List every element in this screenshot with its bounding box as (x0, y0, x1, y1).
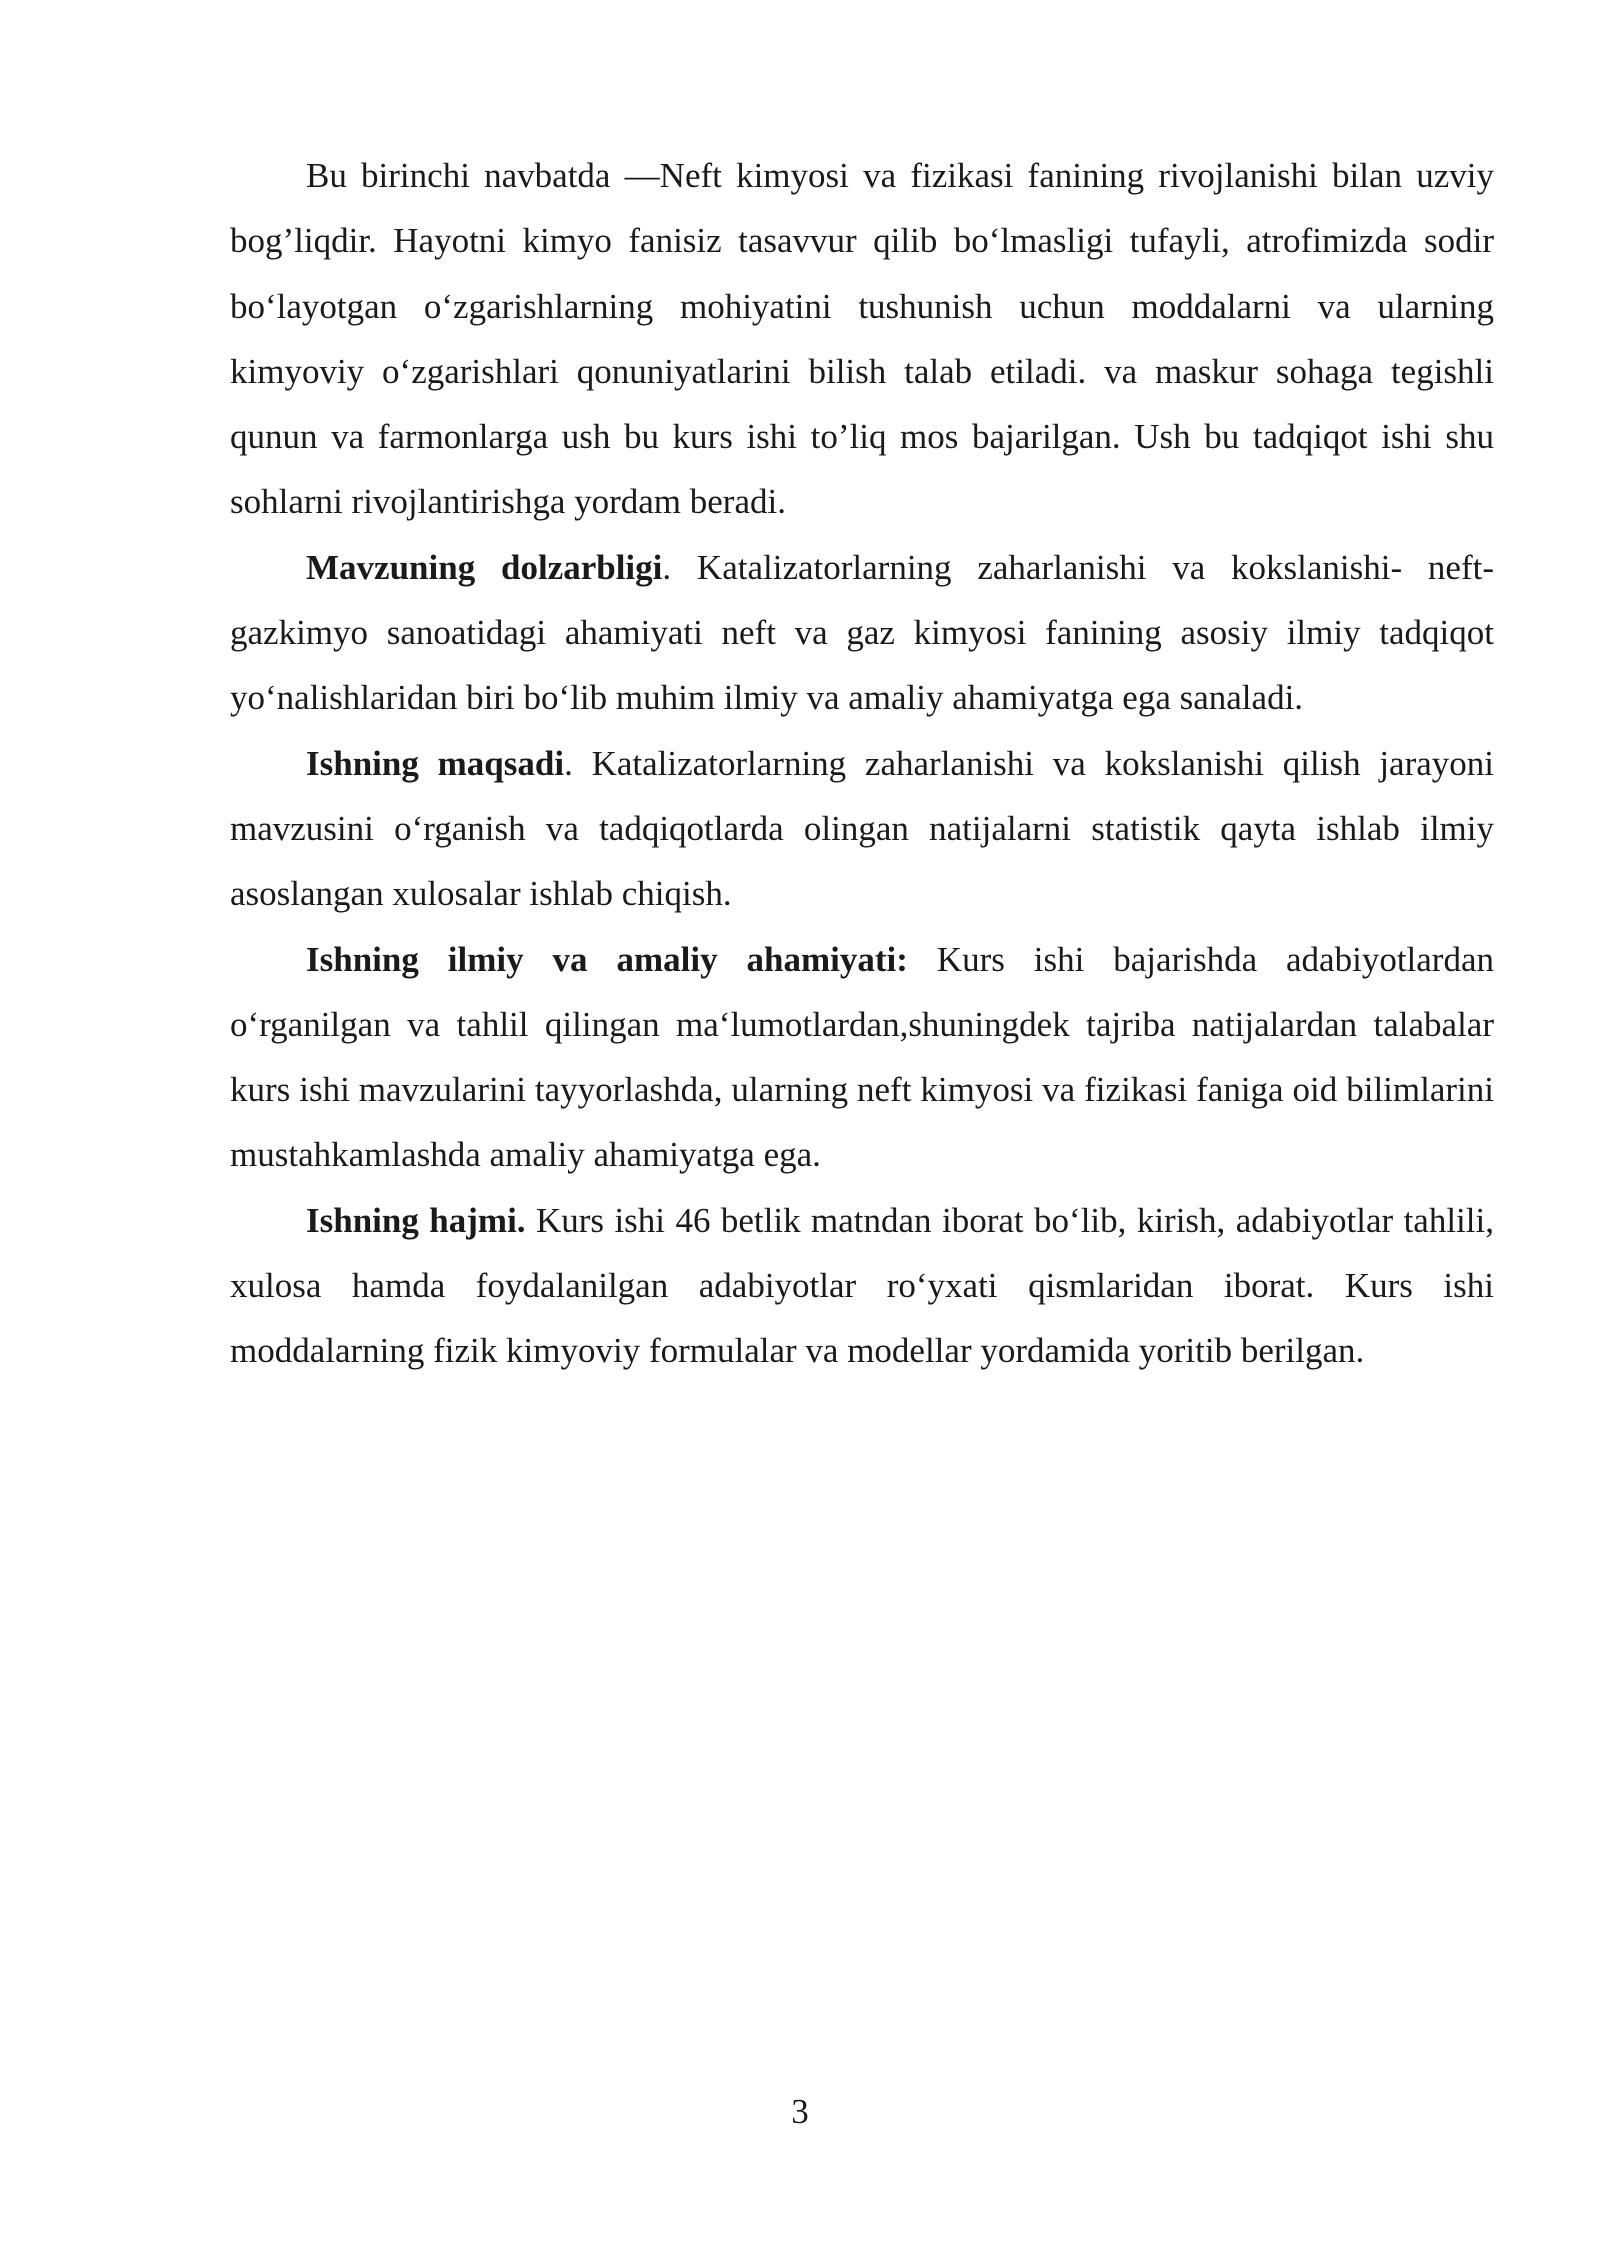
page-body (230, 143, 1494, 1384)
relevance-text: . Katalizatorlarning zaharlanishi va kokslanishi- neft-gazkimyo sanoatidagi ahamiyati neft va gaz kimyosi fanining asosiy ilmiy tadqiqot yo‘nalishlaridan biri bo‘lib muhim ilmiy va amaliy ahamiyatga ega sanaladi. (230, 547, 1494, 718)
volume-heading: Ishning hajmi. (306, 1200, 526, 1240)
volume-text: Kurs ishi 46 betlik matndan iborat bo‘lib, kirish, adabiyotlar tahlili, xulosa hamda foydalanilgan adabiyotlar ro‘yxati qismlaridan iborat. Kurs ishi moddalarning fizik kimyoviy formulalar va modellar yordamida yoritib berilgan. (230, 1200, 1494, 1371)
goal-text: . Katalizatorlarning zaharlanishi va kokslanishi qilish jarayoni mavzusini o‘rganish va tadqiqotlarda olingan natijalarni statistik qayta ishlab ilmiy asoslangan xulosalar ishlab chiqish. (230, 743, 1495, 914)
paragraph-intro-text: Bu birinchi navbatda —Neft kimyosi va fizikasi fanining rivojlanishi bilan uzviy bog’liqdir. Hayotni kimyo fanisiz tasavvur qilib bo‘lmasligi tufayli, atrofimizda sodir bo‘layotgan o‘zgarishlarning mohiyatini tushunish uchun moddalarni va ularning kimyoviy o‘zgarishlari qonuniyatlarini bilish talab etiladi. va maskur sohaga tegishli qunun va farmonlarga ush bu kurs ishi to’liq mos bajarilgan. Ush bu tadqiqot ishi shu sohlarni rivojlantirishga yordam beradi. (230, 156, 1494, 522)
significance-text: Kurs ishi bajarishda adabiyotlardan o‘rganilgan va tahlil qilingan ma‘lumotlardan,shuningdek tajriba natijalardan talabalar kurs ishi mavzularini tayyorlashda, ularning neft kimyosi va fizikasi faniga oid bilimlarini mustahkamlashda amaliy ahamiyatga ega. (230, 939, 1494, 1175)
paragraph-relevance (230, 535, 1494, 731)
significance-heading: Ishning ilmiy va amaliy ahamiyati: (306, 939, 908, 979)
paragraph-goal (230, 731, 1494, 927)
paragraph-significance (230, 927, 1494, 1188)
paragraph-volume (230, 1188, 1494, 1384)
paragraph-intro (230, 143, 1494, 535)
relevance-heading: Mavzuning dolzarbligi (306, 547, 663, 587)
page-number: 3 (791, 2092, 809, 2131)
goal-heading: Ishning maqsadi (306, 743, 565, 783)
